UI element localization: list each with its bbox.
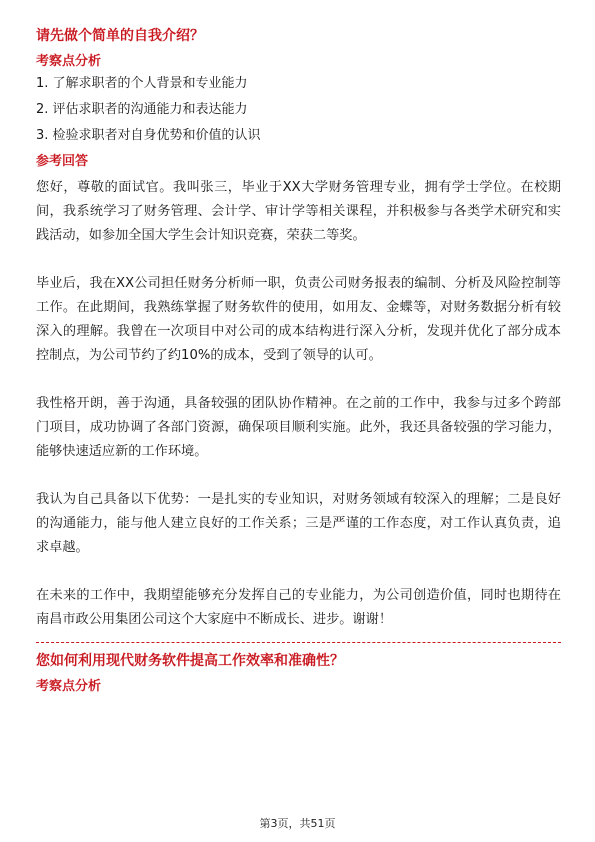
analysis-point: 2. 评估求职者的沟通能力和表达能力 <box>36 102 248 117</box>
answer-paragraph: 我认为自己具备以下优势：一是扎实的专业知识，对财务领域有较深入的理解；二是良好的沟通能力，能与他人建立良好的工作关系；三是严谨的工作态度，对工作认真负责，追求卓越。 <box>36 492 561 555</box>
analysis-label: 考察点分析 <box>36 54 102 69</box>
answer-label: 参考回答 <box>36 154 89 169</box>
analysis-label: 考察点分析 <box>36 679 102 694</box>
answer-paragraph: 我性格开朗，善于沟通，具备较强的团队协作精神。在之前的工作中，我参与过多个跨部门项目，成功协调了各部门资源，确保项目顺利实施。此外，我还具备较强的学习能力，能够快速适应新的工作环境。 <box>36 396 561 459</box>
question-title: 您如何利用现代财务软件提高工作效率和准确性？ <box>36 653 344 669</box>
answer-paragraph: 您好，尊敬的面试官。我叫张三，毕业于XX大学财务管理专业，拥有学士学位。在校期间，我系统学习了财务管理、会计学、审计学等相关课程，并积极参与各类学术研究和实践活动，如参加全国大学生会计知识竞赛，荣获二等奖。 <box>36 180 561 243</box>
analysis-point: 3. 检验求职者对自身优势和价值的认识 <box>36 128 261 143</box>
answer-paragraph: 毕业后，我在XX公司担任财务分析师一职，负责公司财务报表的编制、分析及风险控制等工作。在此期间，我熟练掌握了财务软件的使用，如用友、金蝶等，对财务数据分析有较深入的理解。我曾在一次项目中对公司的成本结构进行深入分析，发现并优化了部分成本控制点，为公司节约了约10%的成本，受到了领导的认可。 <box>36 276 561 363</box>
page-footer: 第3页，共51页 <box>259 817 336 830</box>
analysis-point: 1. 了解求职者的个人背景和专业能力 <box>36 76 248 91</box>
section-divider <box>36 642 561 643</box>
question-title: 请先做个简单的自我介绍？ <box>36 28 204 44</box>
document-page <box>36 26 561 699</box>
answer-paragraph: 在未来的工作中，我期望能够充分发挥自己的专业能力，为公司创造价值，同时也期待在南昌市政公用集团公司这个大家庭中不断成长、进步。谢谢！ <box>36 588 561 627</box>
